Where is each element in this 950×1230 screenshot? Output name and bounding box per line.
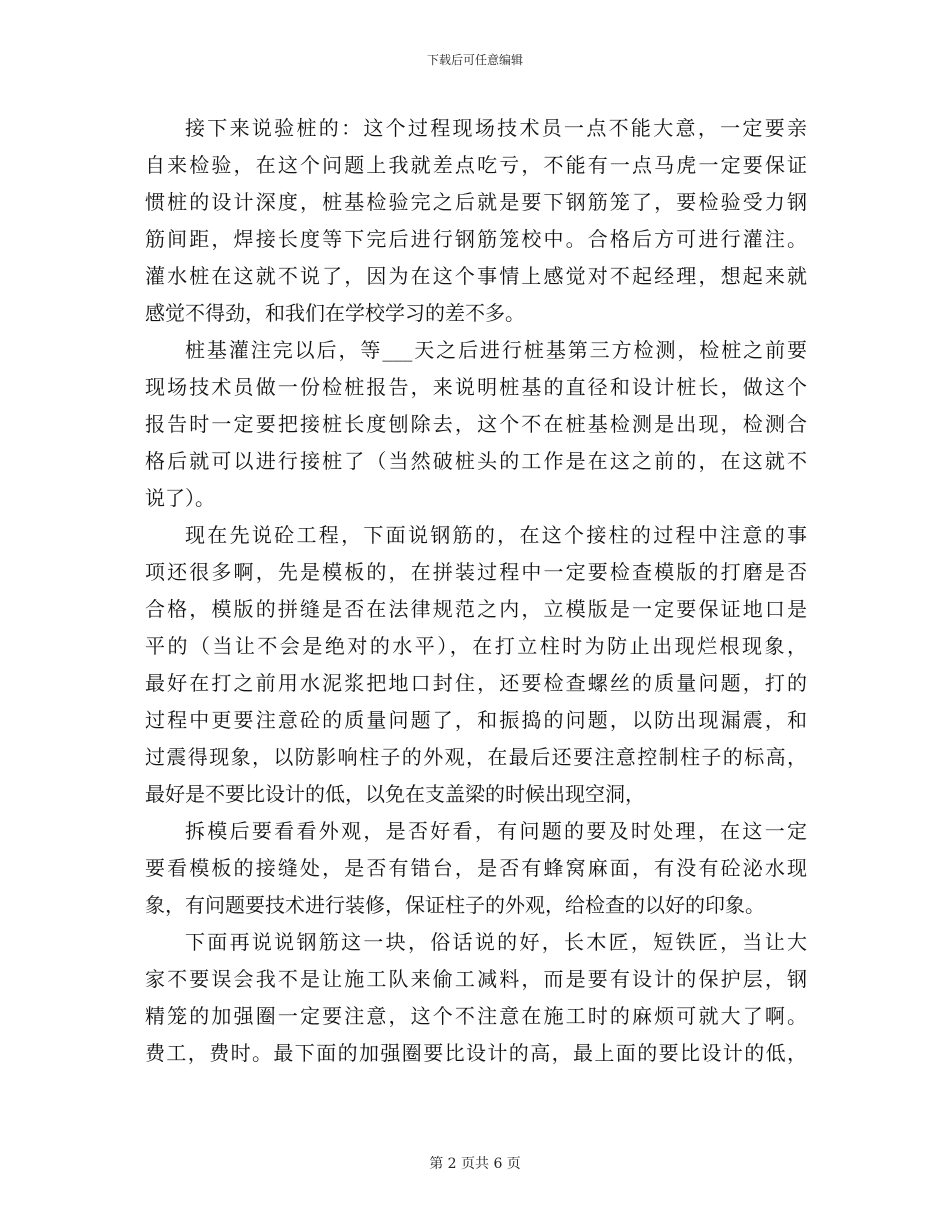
text-line: 灌水桩在这就不说了，因为在这个事情上感觉对不起经理，想起来就 <box>145 264 807 288</box>
text-line: 现在先说砼工程，下面说钢筋的，在这个接柱的过程中注意的事 <box>185 523 807 547</box>
text-line: 自来检验，在这个问题上我就差点吃亏，不能有一点马虎一定要保证 <box>145 153 807 177</box>
text-line: 说了）。 <box>145 486 215 510</box>
text-line: 最好在打之前用水泥浆把地口封住，还要检查螺丝的质量问题，打的 <box>145 671 807 695</box>
text-line: 筋间距，焊接长度等下完后进行钢筋笼校中。合格后方可进行灌注。 <box>145 227 807 251</box>
text-line: 家不要误会我不是让施工队来偷工减料，而是要有设计的保护层，钢 <box>145 967 807 991</box>
text-line: 要看模板的接缝处，是否有错台，是否有蜂窝麻面，有没有砼泌水现 <box>145 856 807 880</box>
text-line: 过程中更要注意砼的质量问题了，和振捣的问题，以防出现漏震，和 <box>145 708 807 732</box>
text-line: 格后就可以进行接桩了（当然破桩头的工作是在这之前的，在这就不 <box>145 449 807 473</box>
text-line: 感觉不得劲，和我们在学校学习的差不多。 <box>145 301 525 325</box>
text-line: 下面再说说钢筋这一块，俗话说的好，长木匠，短铁匠，当让大 <box>185 930 807 954</box>
page-header: 下载后可任意编辑 <box>426 53 523 67</box>
text-line: 精笼的加强圈一定要注意，这个不注意在施工时的麻烦可就大了啊。 <box>145 1004 807 1028</box>
text-line: 象，有问题要技术进行装修，保证柱子的外观，给检查的以好的印象。 <box>145 893 765 917</box>
text-line: 报告时一定要把接桩长度刨除去，这个不在桩基检测是出现，检测合 <box>145 412 807 436</box>
text-line: 惯桩的设计深度，桩基检验完之后就是要下钢筋笼了，要检验受力钢 <box>145 190 807 214</box>
page-footer: 第 2 页共 6 页 <box>429 1156 521 1172</box>
text-line: 接下来说验桩的：这个过程现场技术员一点不能大意，一定要亲 <box>185 116 807 140</box>
text-line: 现场技术员做一份检桩报告，来说明桩基的直径和设计桩长，做这个 <box>145 375 807 399</box>
text-line: 拆模后要看看外观，是否好看，有问题的要及时处理，在这一定 <box>185 819 807 843</box>
text-line: 费工，费时。最下面的加强圈要比设计的高，最上面的要比设计的低， <box>145 1041 807 1065</box>
text-line: 过震得现象，以防影响柱子的外观，在最后还要注意控制柱子的标高， <box>145 745 807 769</box>
text-line: 最好是不要比设计的低，以免在支盖梁的时候出现空洞， <box>145 782 645 806</box>
document-body <box>145 110 807 1072</box>
text-line: 项还很多啊，先是模板的，在拼装过程中一定要检查模版的打磨是否 <box>145 560 807 584</box>
text-line: 合格，模版的拼缝是否在法律规范之内，立模版是一定要保证地口是 <box>145 597 807 621</box>
text-line: 桩基灌注完以后，等___天之后进行桩基第三方检测，检桩之前要 <box>185 338 807 362</box>
text-line: 平的（当让不会是绝对的水平），在打立柱时为防止出现烂根现象， <box>145 634 807 658</box>
